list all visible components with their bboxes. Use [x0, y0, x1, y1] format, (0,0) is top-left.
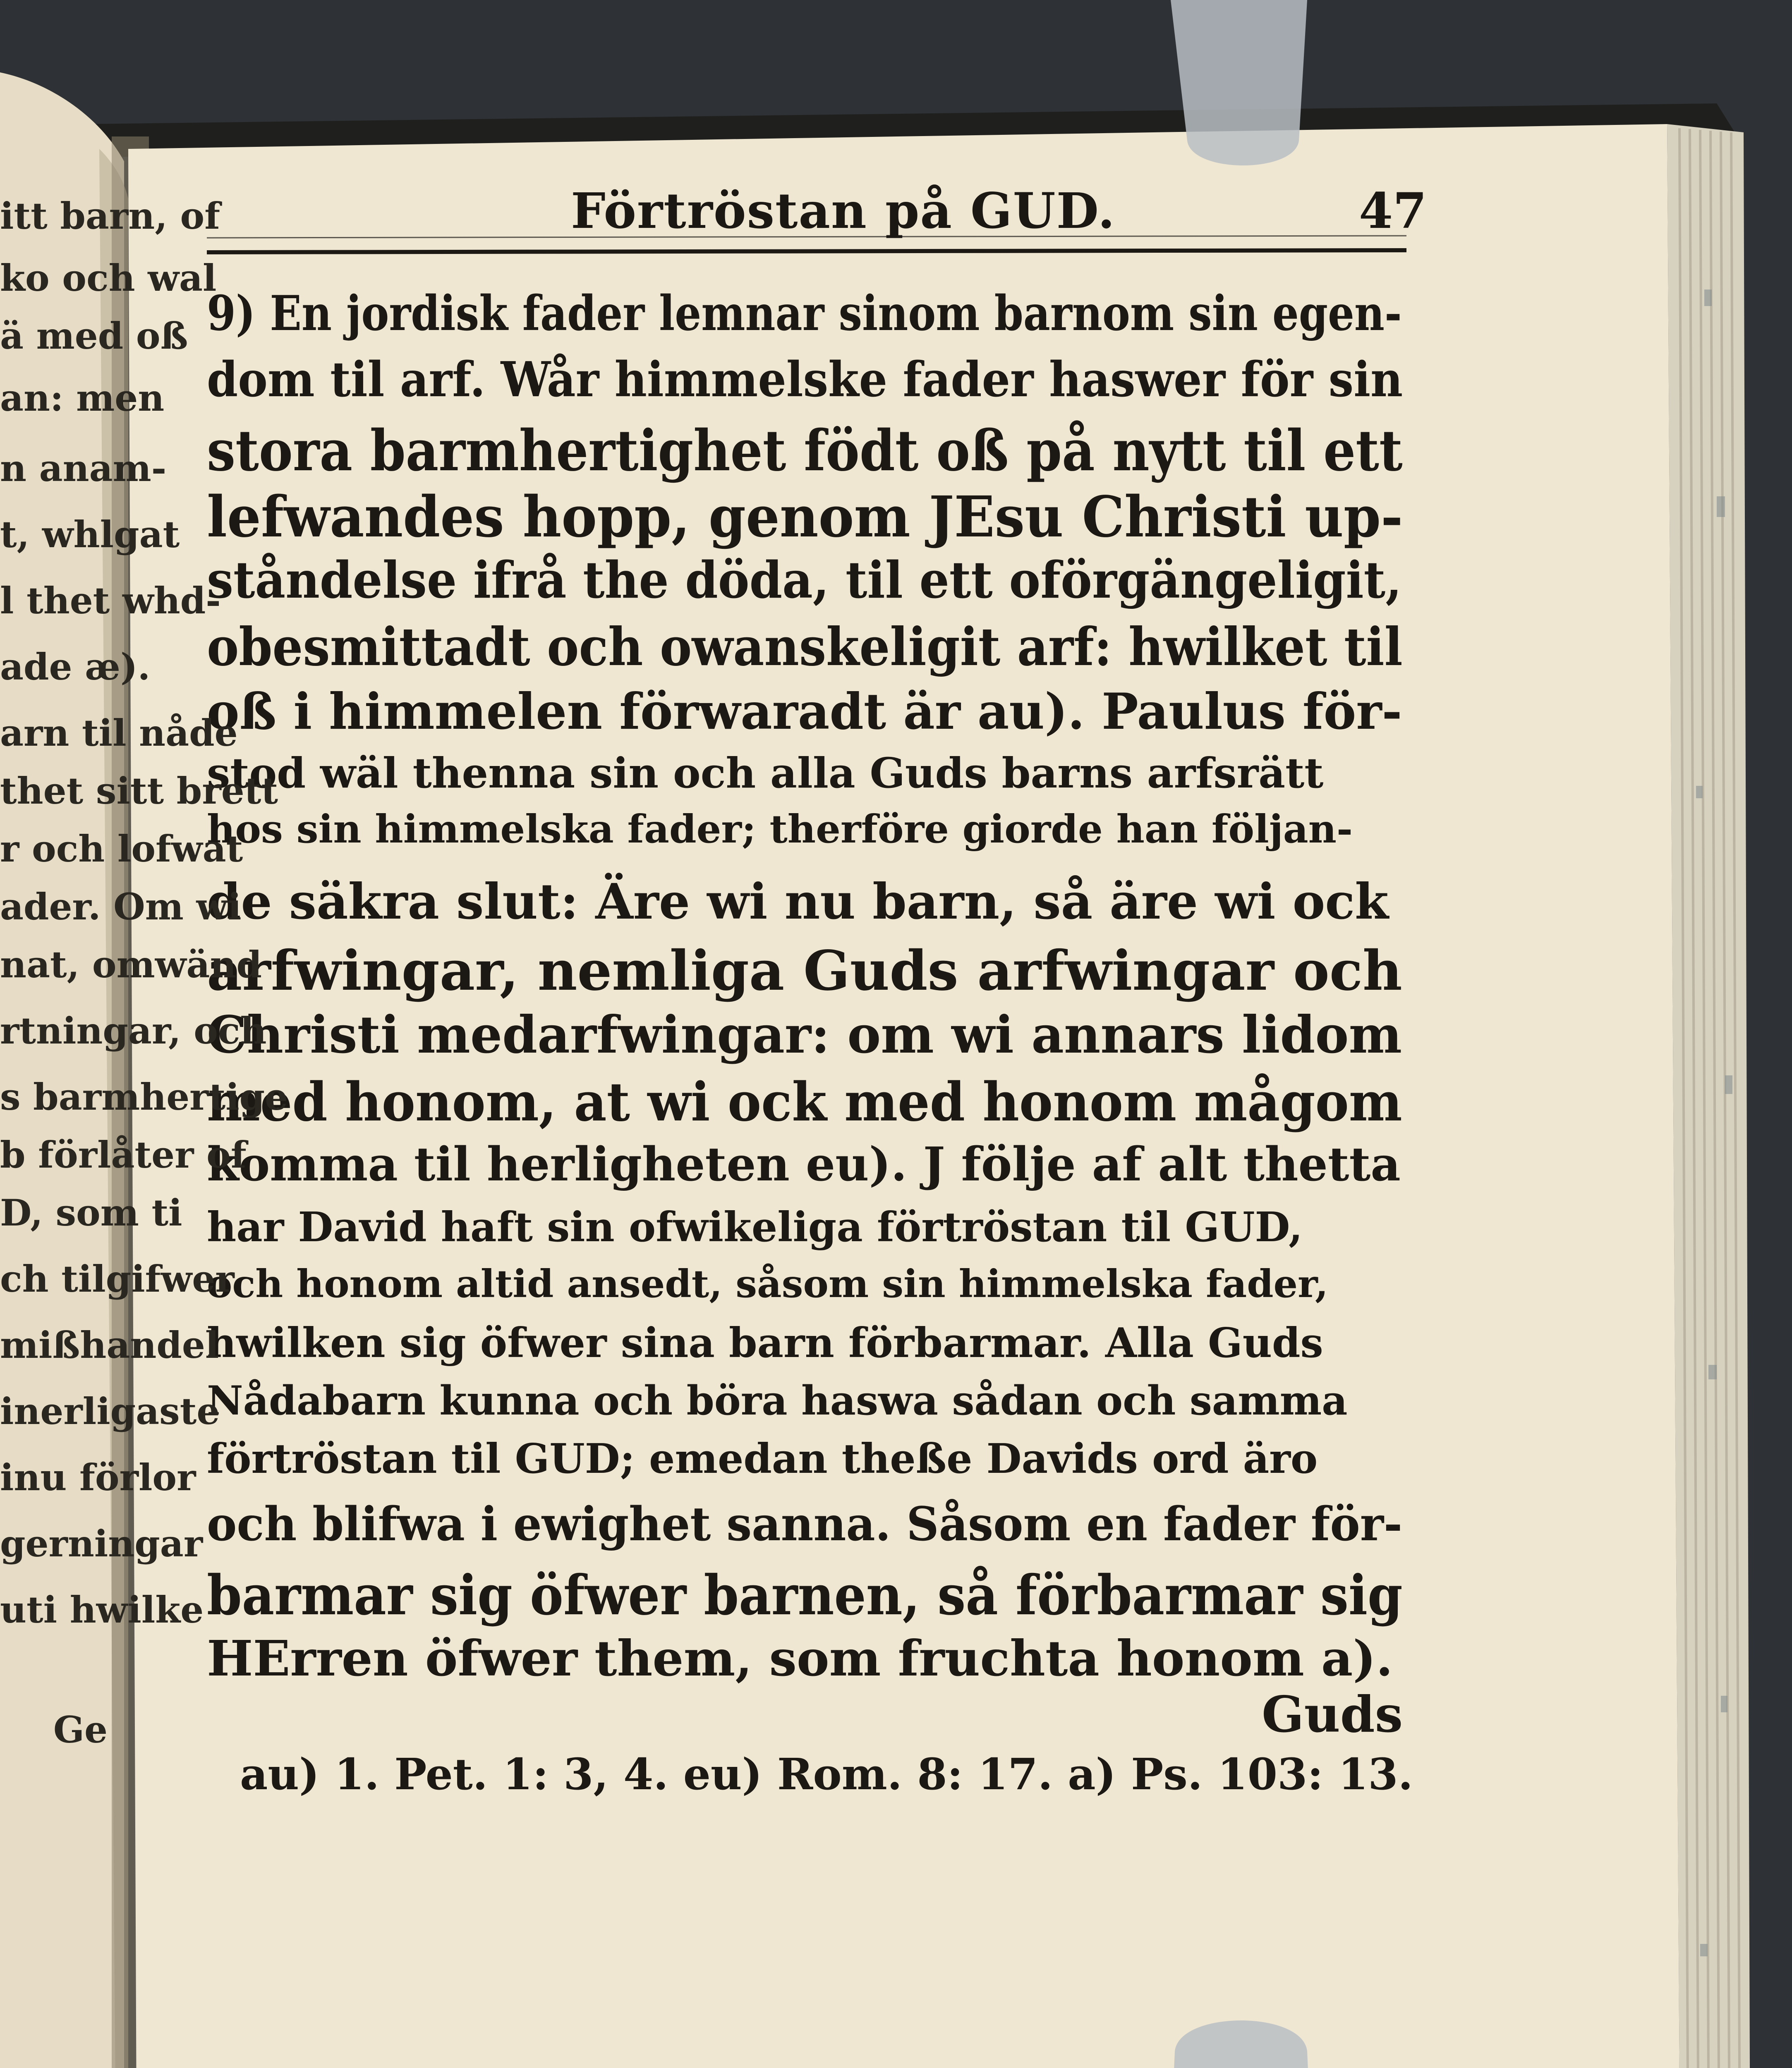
body-line: hos sin himmelska fader; therföre giorde han följan- [207, 807, 1353, 852]
previous-page-fragment: ko och wal [0, 256, 217, 299]
body-line: de säkra slut: Äre wi nu barn, så äre wi ock [207, 873, 1389, 930]
previous-page-fragment: ä med oß [0, 314, 188, 357]
previous-page-fragment: mißhandel [0, 1324, 219, 1367]
previous-page-fragment: rtningar, och [0, 1009, 267, 1052]
previous-page-fragment: ader. Om wi [0, 885, 242, 928]
body-line: stod wäl thenna sin och alla Guds barns arfsrätt [207, 749, 1324, 797]
previous-page-fragment: n anam- [0, 447, 167, 490]
body-line: komma til herligheten eu). J följe af alt thetta [207, 1137, 1401, 1192]
body-line: och honom altid ansedt, såsom sin himmelska fader, [207, 1261, 1328, 1306]
body-line: hwilken sig öfwer sina barn förbarmar. Alla Guds [207, 1319, 1323, 1367]
previous-page-fragment: ade æ). [0, 645, 151, 688]
previous-page-fragment: r och lofwat [0, 827, 243, 870]
previous-page-fragment: D, som ti [0, 1191, 182, 1234]
body-line: oß i himmelen förwaradt är au). Paulus för- [207, 682, 1402, 741]
previous-page-fragment: arn til nåde [0, 711, 238, 754]
body-line: och blifwa i ewighet sanna. Såsom en fader för- [207, 1497, 1403, 1551]
previous-page-fragment: thet sitt brett [0, 769, 278, 812]
body-line: obesmittadt och owanskeligit arf: hwilket til [207, 616, 1403, 677]
body-line: Nådabarn kunna och böra haswa sådan och samma [207, 1377, 1348, 1424]
running-header: Förtröstan på GUD. [571, 182, 1116, 239]
previous-page-fragment: Ge [53, 1708, 108, 1751]
previous-page-fragment: inu förlor [0, 1456, 196, 1499]
catchword: Guds [1262, 1685, 1403, 1744]
previous-page-fragment: nat, omwänd [0, 943, 262, 986]
body-line: HErren öfwer them, som fruchta honom a). [207, 1630, 1393, 1687]
previous-page-fragment: b förlåter of [0, 1133, 247, 1176]
page-number: 47 [1359, 182, 1427, 239]
body-line: 9) En jordisk fader lemnar sinom barnom sin egen- [207, 285, 1402, 342]
body-line: Christi medarfwingar: om wi annars lidom [207, 1005, 1402, 1065]
previous-page-fragment: an: men [0, 376, 165, 419]
body-line: med honom, at wi ock med honom mågom [207, 1071, 1402, 1133]
previous-page-fragment: s barmhertige [0, 1075, 288, 1118]
body-line: förtröstan til GUD; emedan theße Davids ord äro [207, 1435, 1318, 1483]
body-line: lefwandes hopp, genom JEsu Christi up- [207, 484, 1403, 550]
previous-page-fragment: gerningar [0, 1522, 203, 1565]
body-line: ståndelse ifrå the döda, til ett oförgängeligit, [207, 550, 1402, 610]
previous-page-fragment: t, whlgat [0, 513, 180, 556]
previous-page-fragment: ch tilgifwer [0, 1257, 235, 1300]
body-line: arfwingar, nemliga Guds arfwingar och [207, 939, 1402, 1003]
footnotes: au) 1. Pet. 1: 3, 4. eu) Rom. 8: 17. a) Ps. 103: 13. [240, 1749, 1413, 1800]
body-line: dom til arf. Wår himmelske fader haswer för sin [207, 352, 1403, 408]
previous-page-fragment: inerligaste [0, 1390, 220, 1433]
body-line: stora barmhertighet födt oß på nytt til ett [207, 418, 1403, 484]
previous-page-fragment: l thet whd- [0, 579, 221, 622]
previous-page-fragment: itt barn, of [0, 194, 220, 237]
body-line: barmar sig öfwer barnen, så förbarmar sig [207, 1563, 1403, 1628]
body-line: har David haft sin ofwikeliga förtröstan til GUD, [207, 1204, 1303, 1251]
previous-page-fragment: uti hwilke [0, 1588, 204, 1631]
